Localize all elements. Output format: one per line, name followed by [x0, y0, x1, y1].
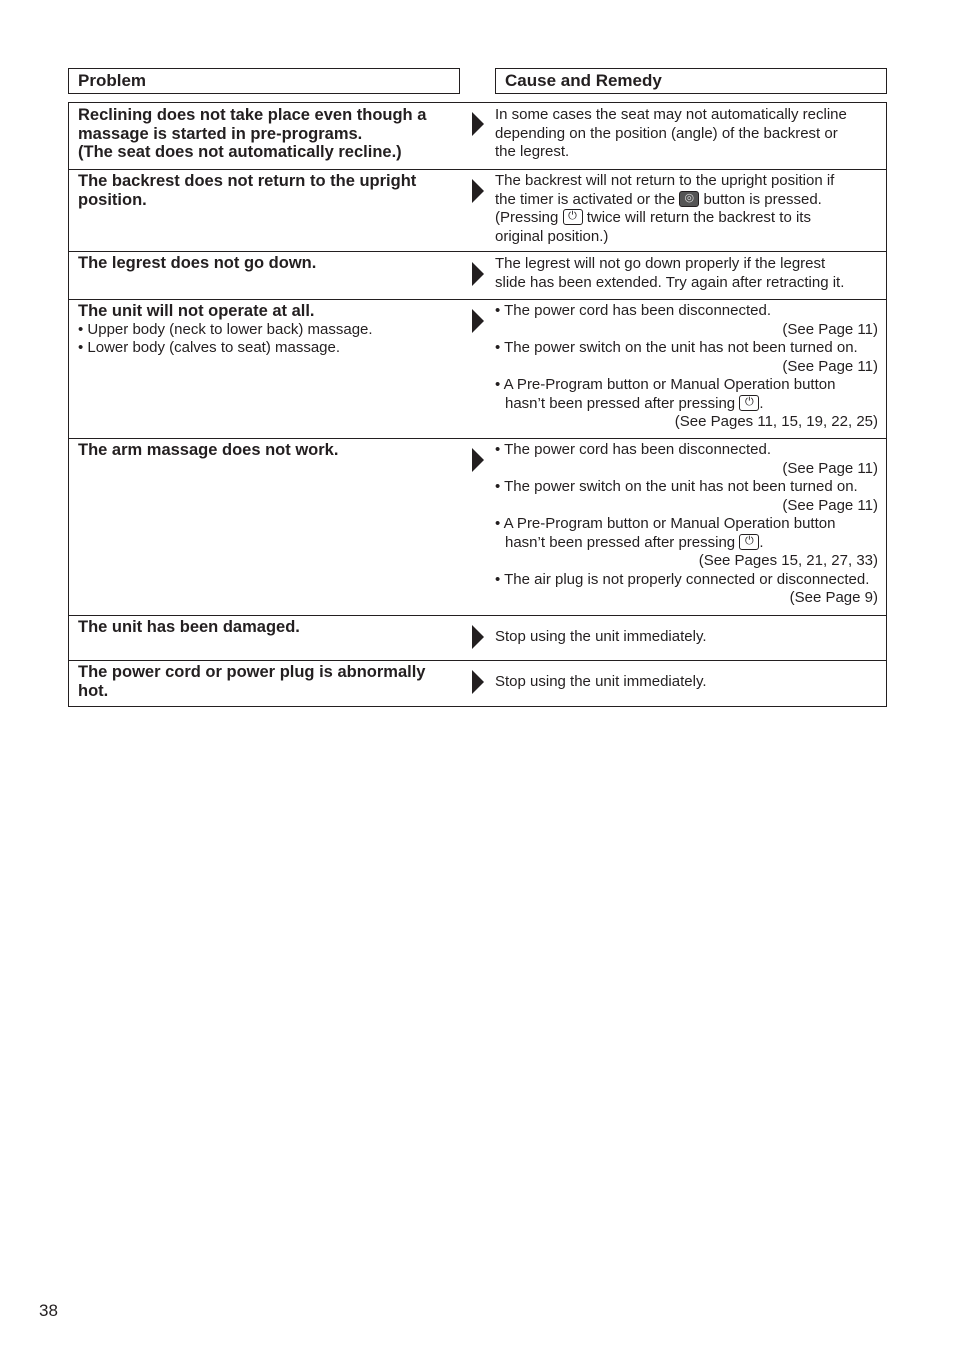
cause-text: • The power switch on the unit has not been turned on.	[495, 478, 858, 495]
problem-text: hot.	[78, 681, 109, 700]
cause-text: depending on the position (angle) of the backrest or	[495, 124, 838, 142]
cause-text	[495, 191, 878, 210]
problem-text: The legrest does not go down.	[78, 254, 317, 272]
table-row	[69, 661, 886, 707]
cause-text: original position.)	[495, 227, 609, 245]
cause-text: The legrest will not go down properly if the legrest	[495, 255, 826, 272]
cause-cell	[495, 255, 878, 292]
cause-text-part: the timer is activated or the	[495, 190, 676, 208]
cause-text: • A Pre-Program button or Manual Operation button	[495, 376, 836, 393]
problem-subtext: • Upper body (neck to lower back) massage.	[78, 320, 373, 338]
cause-cell	[495, 673, 878, 692]
cause-text-part: hasn’t been pressed after pressing	[505, 533, 736, 551]
problem-text: massage is started in pre-programs.	[78, 124, 363, 143]
cause-column-header: Cause and Remedy	[495, 68, 887, 94]
page-reference: (See Page 9)	[789, 589, 878, 606]
cause-cell	[495, 106, 878, 162]
cause-text: • The power cord has been disconnected.	[495, 302, 771, 319]
problem-cell	[78, 663, 453, 700]
cause-text: slide has been extended. Try again after retracting it.	[495, 273, 845, 291]
page-reference: (See Pages 11, 15, 19, 22, 25)	[674, 413, 878, 430]
problem-text: The power cord or power plug is abnormally	[78, 663, 426, 681]
cause-text-part: button is pressed.	[703, 190, 822, 208]
arrow-right-icon	[472, 625, 484, 649]
troubleshooting-table	[68, 102, 887, 707]
power-button-icon: ⏻	[739, 534, 759, 550]
table-row	[69, 103, 886, 170]
arrow-right-icon	[472, 262, 484, 286]
cause-cell	[495, 441, 878, 608]
problem-text: The arm massage does not work.	[78, 441, 339, 459]
page-reference: (See Page 11)	[782, 320, 878, 338]
problem-subtext: • Lower body (calves to seat) massage.	[78, 339, 341, 356]
problem-cell	[78, 618, 453, 637]
table-row	[69, 616, 886, 661]
arrow-right-icon	[472, 448, 484, 472]
cause-text-part: hasn’t been pressed after pressing	[505, 394, 736, 412]
page-number: 38	[39, 1301, 58, 1320]
arrow-right-icon	[472, 670, 484, 694]
arrow-right-icon	[472, 309, 484, 333]
problem-cell	[78, 302, 453, 358]
page-reference: (See Page 11)	[782, 459, 878, 477]
cause-cell	[495, 628, 878, 647]
cause-text: Stop using the unit immediately.	[495, 628, 707, 645]
timer-button-icon: ◎	[679, 191, 699, 207]
problem-text: The unit will not operate at all.	[78, 302, 315, 320]
page-reference: (See Pages 15, 21, 27, 33)	[698, 552, 878, 569]
power-button-icon: ⏻	[563, 209, 583, 225]
problem-cell	[78, 106, 453, 162]
table-row	[69, 439, 886, 616]
problem-text: Reclining does not take place even though a	[78, 106, 427, 124]
cause-text-part: twice will return the backrest to its	[586, 209, 811, 226]
cause-text: Stop using the unit immediately.	[495, 673, 707, 690]
table-row	[69, 170, 886, 252]
cause-text: The backrest will not return to the upright position if	[495, 172, 835, 189]
cause-text: • The power switch on the unit has not been turned on.	[495, 339, 858, 356]
problem-text: (The seat does not automatically recline.)	[78, 143, 402, 161]
cause-text: • The power cord has been disconnected.	[495, 441, 771, 458]
arrow-right-icon	[472, 179, 484, 203]
cause-text: hasn’t been pressed after pressing ⏻ .	[505, 394, 764, 412]
table-row	[69, 300, 886, 439]
problem-cell	[78, 254, 453, 273]
problem-cell	[78, 441, 453, 460]
cause-text-part: (Pressing	[495, 209, 559, 226]
problem-text: The backrest does not return to the upright	[78, 172, 417, 190]
problem-text: The unit has been damaged.	[78, 618, 300, 636]
problem-text: position.	[78, 190, 147, 209]
cause-text	[495, 209, 878, 228]
cause-text: the legrest.	[495, 143, 570, 160]
cause-cell	[495, 302, 878, 432]
problem-cell	[78, 172, 453, 209]
cause-cell	[495, 172, 878, 246]
cause-text: • The air plug is not properly connected or disconnected.	[495, 570, 870, 588]
page-reference: (See Page 11)	[782, 496, 878, 514]
arrow-right-icon	[472, 112, 484, 136]
table-row	[69, 252, 886, 300]
cause-text: In some cases the seat may not automatically recline	[495, 106, 847, 123]
cause-text: • A Pre-Program button or Manual Operation button	[495, 515, 836, 532]
cause-text: hasn’t been pressed after pressing ⏻ .	[505, 533, 764, 551]
power-button-icon: ⏻	[739, 395, 759, 411]
page-reference: (See Page 11)	[782, 357, 878, 375]
problem-column-header: Problem	[68, 68, 460, 94]
